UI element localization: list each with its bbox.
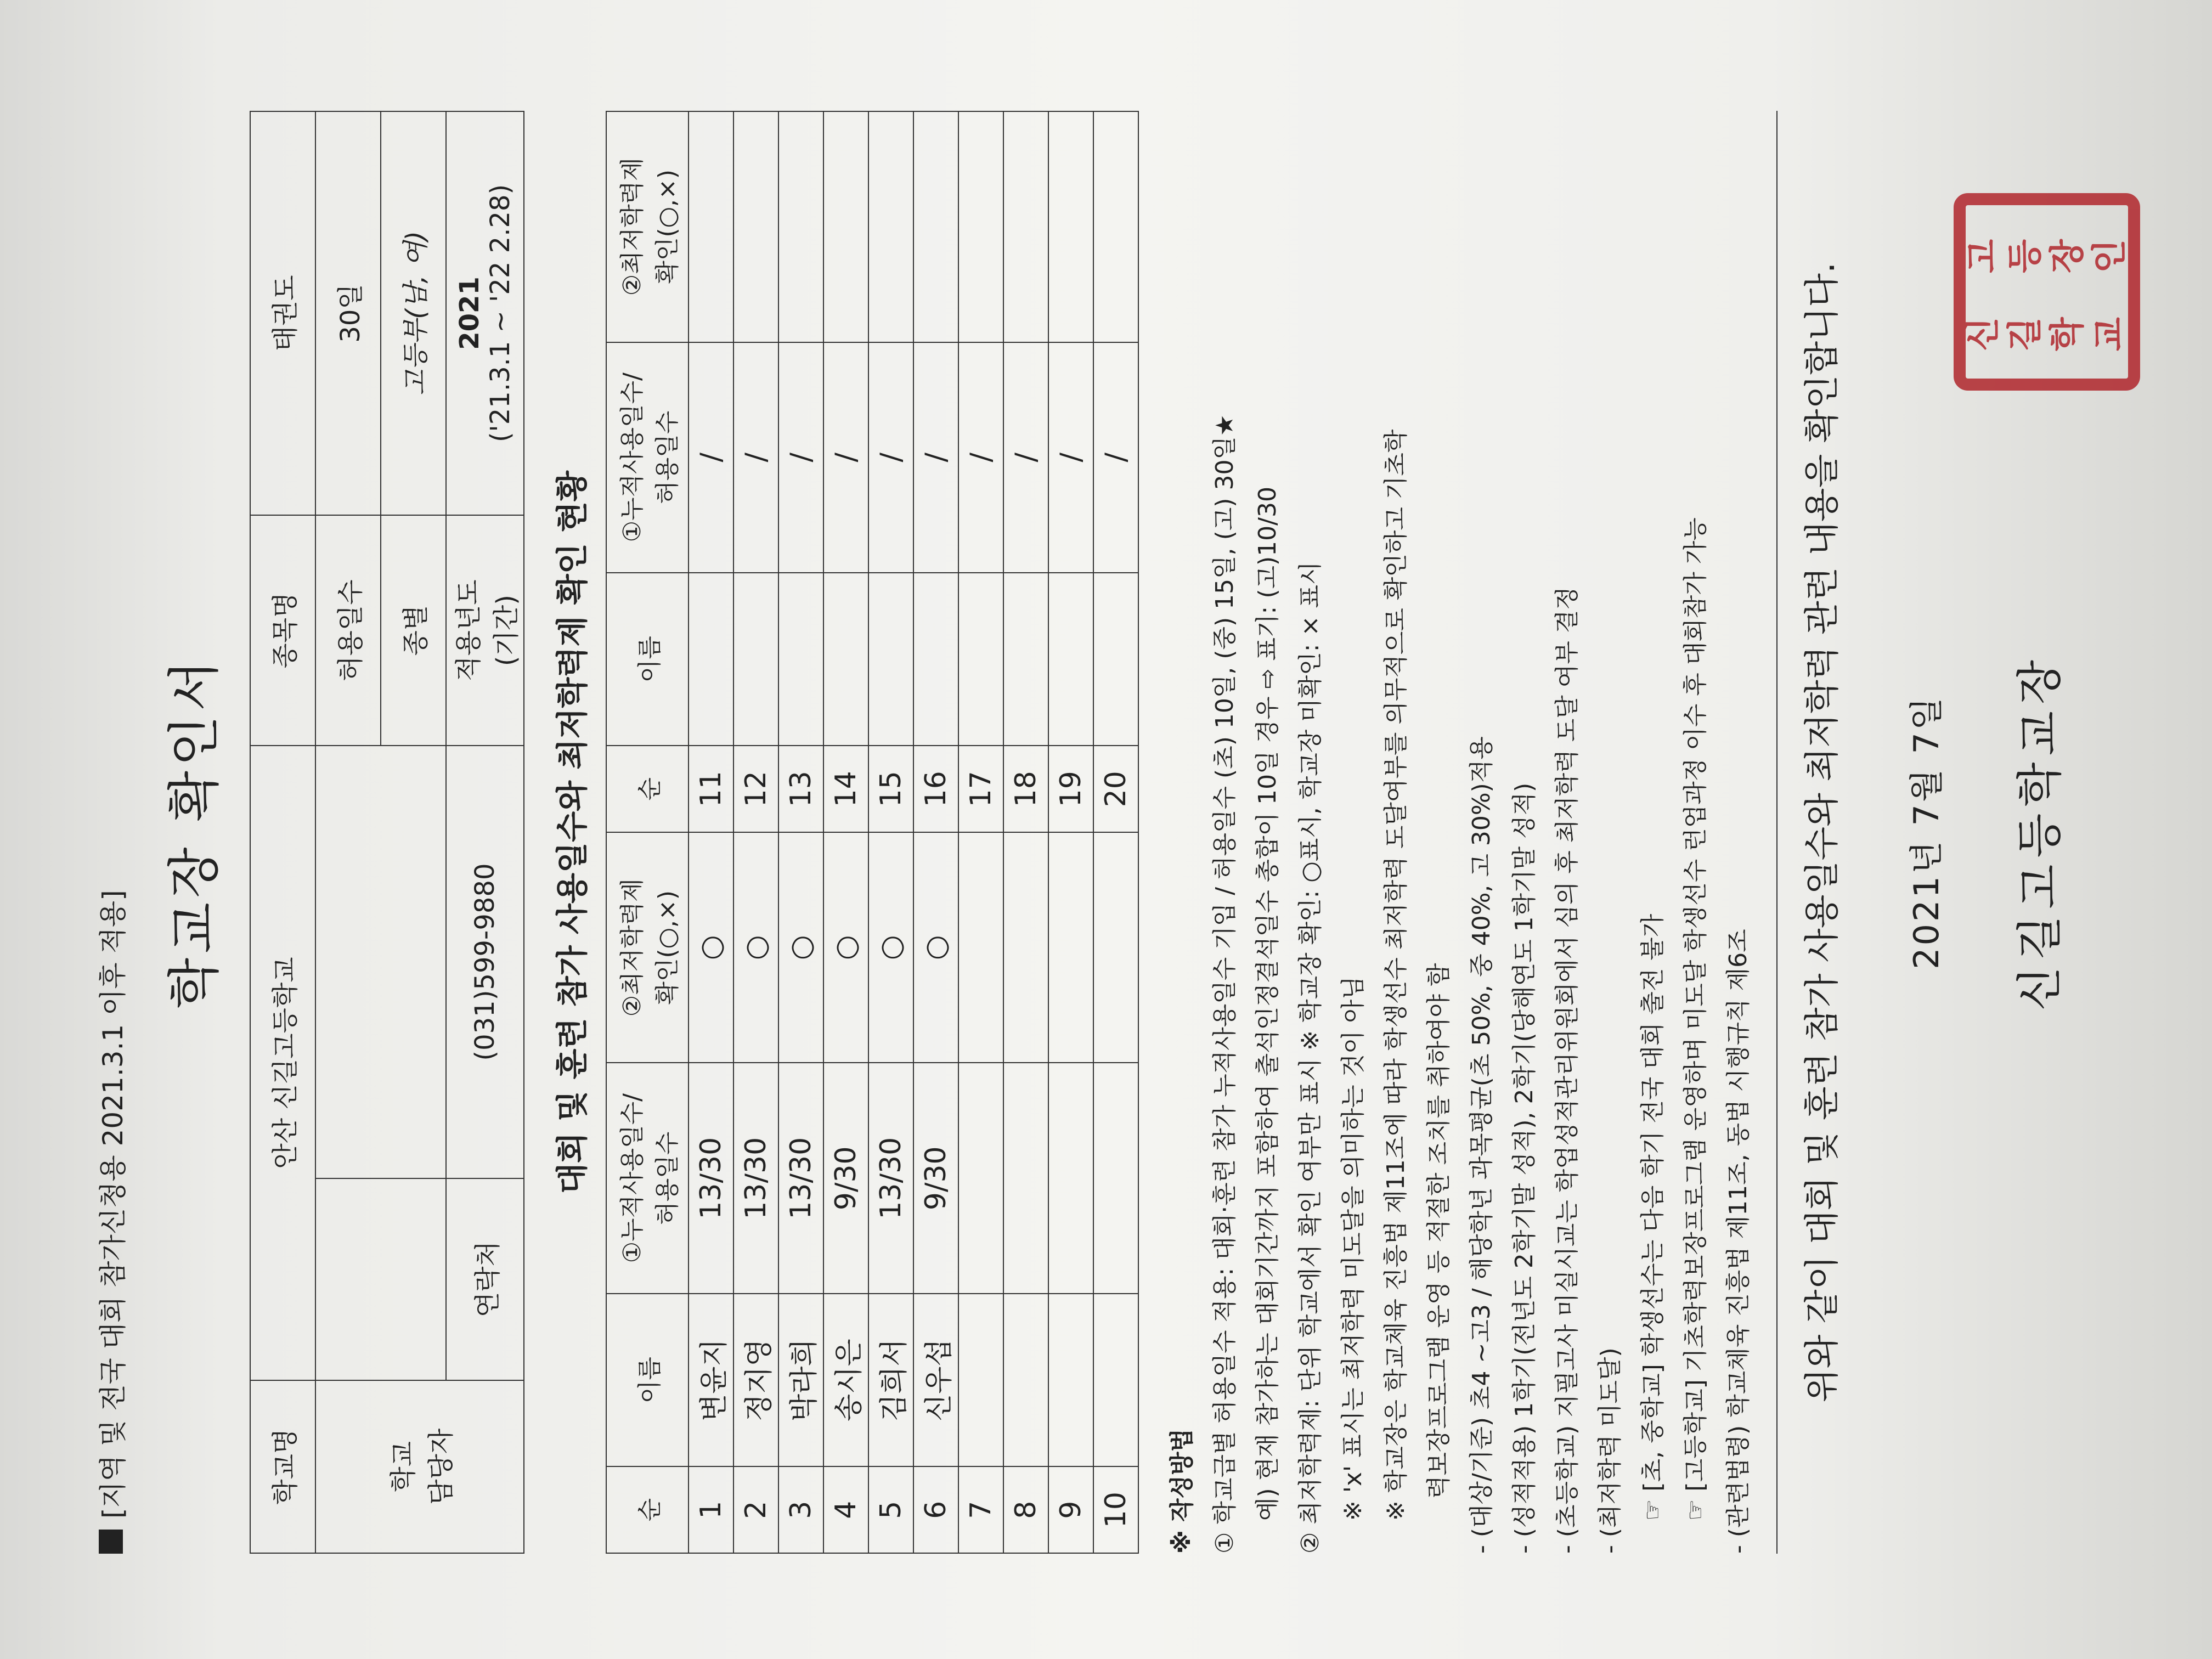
row-no-2: 20 bbox=[1093, 746, 1138, 832]
row-name bbox=[1093, 1294, 1138, 1466]
row-no: 7 bbox=[958, 1466, 1003, 1553]
row-days bbox=[1048, 1063, 1093, 1294]
signer-name: 신길고등학교장 bbox=[2013, 653, 2067, 1012]
row-check-2 bbox=[778, 111, 823, 342]
row-check-2 bbox=[958, 111, 1003, 342]
confirm-text: 위와 같이 대회 및 훈련 참가 사용일수와 최저학력 관련 내용을 확인합니다. bbox=[1802, 262, 1843, 1403]
square-bullet-icon bbox=[99, 1530, 123, 1554]
table-row bbox=[733, 111, 778, 1553]
year-period: ('21.3.1 ~ '22 2.28) bbox=[485, 184, 516, 443]
col-days: ①누적사용일수/ 허용일수 bbox=[606, 1063, 689, 1294]
row-name-2 bbox=[1003, 573, 1048, 746]
note-7: - (초등학교) 지필고사 미실시교는 학업성적관리위원회에서 심의 후 최저학력 도달 여부 결정 bbox=[1553, 586, 1581, 1554]
seal-glyph: 학교 bbox=[2047, 311, 2130, 352]
row-days-2: / bbox=[689, 342, 733, 573]
row-no-2: 18 bbox=[1003, 746, 1048, 832]
sport-label: 종목명 bbox=[250, 515, 315, 746]
year-value: 2021 bbox=[454, 276, 485, 350]
row-days bbox=[1093, 1063, 1138, 1294]
divider bbox=[1776, 111, 1778, 1554]
row-check-2 bbox=[823, 111, 868, 342]
note-8: - (최저학력 미도달) bbox=[1596, 1347, 1624, 1554]
contact-label: 학교 담당자 bbox=[315, 1380, 524, 1553]
row-name: 김희서 bbox=[868, 1294, 913, 1466]
row-days-2: / bbox=[823, 342, 868, 573]
row-name: 송시은 bbox=[823, 1294, 868, 1466]
allowed-label: 허용일수 bbox=[315, 515, 381, 746]
table-row bbox=[1048, 111, 1093, 1553]
seal-glyph: 신길 bbox=[1963, 311, 2046, 352]
table-row bbox=[1003, 111, 1048, 1553]
row-days-2: / bbox=[733, 342, 778, 573]
row-check-2 bbox=[1003, 111, 1048, 342]
row-check: ○ bbox=[778, 832, 823, 1063]
row-name bbox=[1048, 1294, 1093, 1466]
row-days: 13/30 bbox=[778, 1063, 823, 1294]
type-value: 고등부(남, 여) bbox=[381, 111, 446, 515]
row-no: 4 bbox=[823, 1466, 868, 1553]
row-no-2: 19 bbox=[1048, 746, 1093, 832]
row-check-2 bbox=[913, 111, 958, 342]
note-4: ※ 학교장은 학교체육 진흥법 제11조에 따라 학생선수 최저학력 도달여부를 의무적으로 확인하고 기초학 bbox=[1382, 429, 1410, 1521]
sport-value: 태권도 bbox=[250, 111, 315, 515]
col-check: ②최저학력제 확인(○,×) bbox=[606, 832, 689, 1063]
row-no: 9 bbox=[1048, 1466, 1093, 1553]
row-days-2: / bbox=[1048, 342, 1093, 573]
school-value: 안산 신길고등학교 bbox=[250, 746, 315, 1380]
row-name: 변윤지 bbox=[689, 1294, 733, 1466]
row-check-2 bbox=[733, 111, 778, 342]
row-days: 13/30 bbox=[868, 1063, 913, 1294]
row-check-2 bbox=[689, 111, 733, 342]
row-check: ○ bbox=[868, 832, 913, 1063]
seal-glyph: 장인 bbox=[2047, 233, 2130, 273]
table-row bbox=[689, 111, 733, 1553]
note-2: ② 최저학력제: 단위 학교에서 확인 여부만 표시 ※ 학교장 확인: ○표시, 학교장 미확인: × 표시 bbox=[1296, 561, 1324, 1554]
row-no-2: 11 bbox=[689, 746, 733, 832]
row-no: 5 bbox=[868, 1466, 913, 1553]
row-check: ○ bbox=[689, 832, 733, 1063]
note-5: - (대상/기준) 초4 ~고3 / 해당학년 과목평균(초 50%, 중 40%, 고 30%)적용 bbox=[1468, 736, 1496, 1554]
row-name: 신우섭 bbox=[913, 1294, 958, 1466]
row-days-2: / bbox=[1003, 342, 1048, 573]
col-name: 이름 bbox=[606, 1294, 689, 1466]
row-check bbox=[1048, 832, 1093, 1063]
col-name-2: 이름 bbox=[606, 573, 689, 746]
row-name: 정지영 bbox=[733, 1294, 778, 1466]
row-no: 8 bbox=[1003, 1466, 1048, 1553]
note-6: - (성적적용) 1학기(전년도 2학기말 성적), 2학기(당해연도 1학기말 성적) bbox=[1510, 782, 1538, 1554]
row-name bbox=[1003, 1294, 1048, 1466]
notes bbox=[1161, 111, 1760, 1554]
note-10: ☞ [고등학교] 기초학력보장프로그램 운영하며 미도달 학생선수 런업과정 이수 후 대회참가 가능 bbox=[1681, 517, 1709, 1521]
type-label: 종별 bbox=[381, 515, 446, 746]
row-days: 9/30 bbox=[913, 1063, 958, 1294]
row-name-2 bbox=[823, 573, 868, 746]
table-row bbox=[913, 111, 958, 1553]
note-11: - (관련법령) 학교체육 진흥법 제11조, 동법 시행규칙 제6조 bbox=[1724, 929, 1752, 1554]
signer-block bbox=[1963, 111, 2130, 1554]
row-days: 13/30 bbox=[733, 1063, 778, 1294]
row-name-2 bbox=[913, 573, 958, 746]
row-days-2: / bbox=[868, 342, 913, 573]
row-name-2 bbox=[868, 573, 913, 746]
note-4b: 력보장프로그램 운영 등 적절한 조치를 취하여야 함 bbox=[1425, 963, 1453, 1499]
row-no: 1 bbox=[689, 1466, 733, 1553]
row-check: ○ bbox=[733, 832, 778, 1063]
row-check-2 bbox=[1093, 111, 1138, 342]
row-check: ○ bbox=[913, 832, 958, 1063]
school-label: 학교명 bbox=[250, 1380, 315, 1553]
row-no-2: 14 bbox=[823, 746, 868, 832]
row-check bbox=[958, 832, 1003, 1063]
table-row bbox=[778, 111, 823, 1553]
phone-value: (031)599-9880 bbox=[446, 746, 524, 1178]
row-days bbox=[958, 1063, 1003, 1294]
official-seal bbox=[1954, 193, 2140, 391]
row-days: 13/30 bbox=[689, 1063, 733, 1294]
row-name-2 bbox=[733, 573, 778, 746]
row-name: 박라희 bbox=[778, 1294, 823, 1466]
row-name-2 bbox=[778, 573, 823, 746]
allowed-row-spacer-2 bbox=[315, 746, 446, 1178]
row-no-2: 12 bbox=[733, 746, 778, 832]
row-name-2 bbox=[1048, 573, 1093, 746]
col-check-2: ②최저학력제 확인(○,×) bbox=[606, 111, 689, 342]
phone-label: 연락처 bbox=[446, 1178, 524, 1380]
row-no: 2 bbox=[733, 1466, 778, 1553]
notes-heading: ※ 작성방법 bbox=[1168, 1428, 1196, 1554]
row-no-2: 17 bbox=[958, 746, 1003, 832]
top-note bbox=[91, 111, 131, 1554]
document-title: 학교장 확인서 bbox=[163, 656, 225, 1009]
col-days-2: ①누적사용일수/ 허용일수 bbox=[606, 342, 689, 573]
row-days-2: / bbox=[1093, 342, 1138, 573]
note-9: ☞ [초, 중학교] 학생선수는 다음 학기 전국 대회 출전 불가 bbox=[1639, 913, 1667, 1521]
row-name-2 bbox=[958, 573, 1003, 746]
row-no: 10 bbox=[1093, 1466, 1138, 1553]
allowed-row-spacer bbox=[315, 1178, 446, 1380]
section-title: 대회 및 훈련 참가 사용일수와 최저학력제 확인 현황 bbox=[554, 471, 591, 1194]
row-name bbox=[958, 1294, 1003, 1466]
date: 2021년 7월 7일 bbox=[1906, 695, 1946, 969]
athlete-table bbox=[606, 111, 1139, 1554]
row-check bbox=[1003, 832, 1048, 1063]
row-no-2: 16 bbox=[913, 746, 958, 832]
note-3: ※ 'x' 표시는 최저학력 미도달을 의미하는 것이 아님 bbox=[1339, 976, 1367, 1521]
col-no: 순 bbox=[606, 1466, 689, 1553]
document-page bbox=[47, 34, 2165, 1625]
row-days-2: / bbox=[958, 342, 1003, 573]
row-days-2: / bbox=[913, 342, 958, 573]
row-days-2: / bbox=[778, 342, 823, 573]
row-no-2: 15 bbox=[868, 746, 913, 832]
info-table bbox=[250, 111, 524, 1554]
allowed-value: 30일 bbox=[315, 111, 381, 515]
note-1b: 예) 현재 참가하는 대회기간까지 포함하여 출석인정결석일수 총합이 10일 경우 ⇨ 표기: (고)10/30 bbox=[1254, 487, 1282, 1521]
table-row bbox=[958, 111, 1003, 1553]
year-label: 적용년도 (기간) bbox=[446, 515, 524, 746]
table-row bbox=[868, 111, 913, 1553]
table-row bbox=[823, 111, 868, 1553]
row-name-2 bbox=[689, 573, 733, 746]
row-no: 6 bbox=[913, 1466, 958, 1553]
top-note-text: [지역 및 전국 대회 참가신청용 2021.3.1 이후 적용] bbox=[97, 890, 129, 1519]
table-row bbox=[1093, 111, 1138, 1553]
year-cell bbox=[446, 111, 524, 515]
row-check: ○ bbox=[823, 832, 868, 1063]
row-days: 9/30 bbox=[823, 1063, 868, 1294]
row-check-2 bbox=[1048, 111, 1093, 342]
note-1: ① 학교급별 허용일수 적용: 대회·훈련 참가 누적사용일수 기입 / 허용일수 (초) 10일, (중) 15일, (고) 30일★ bbox=[1211, 414, 1239, 1554]
row-check-2 bbox=[868, 111, 913, 342]
row-no-2: 13 bbox=[778, 746, 823, 832]
row-name-2 bbox=[1093, 573, 1138, 746]
row-no: 3 bbox=[778, 1466, 823, 1553]
seal-glyph: 고등 bbox=[1963, 233, 2046, 273]
col-no-2: 순 bbox=[606, 746, 689, 832]
row-days bbox=[1003, 1063, 1048, 1294]
row-check bbox=[1093, 832, 1138, 1063]
